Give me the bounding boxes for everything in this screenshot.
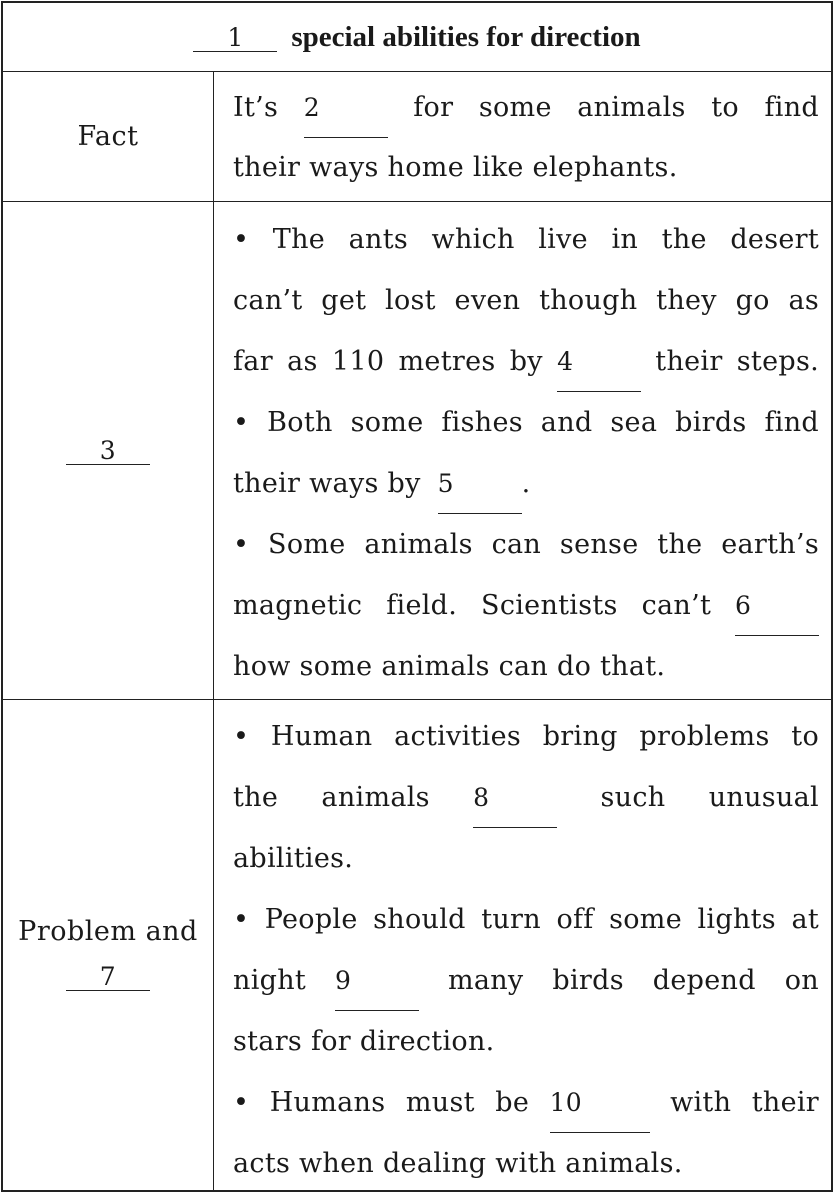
text-line: night 9 many birds depend on — [233, 950, 819, 1011]
blank-7[interactable]: 7 — [66, 962, 150, 991]
text-line: abilities. — [233, 843, 354, 874]
text-line: stars for direction. — [233, 1026, 495, 1057]
blank-10[interactable]: 10 — [550, 1072, 650, 1133]
blank-1[interactable]: 1 — [193, 23, 277, 52]
text-line: acts when dealing with animals. — [233, 1148, 683, 1179]
title-text: special abilities for direction — [291, 21, 641, 53]
text-line: • Both some fishes and sea birds find — [233, 407, 819, 438]
examples-label-cell — [3, 202, 213, 699]
blank-5[interactable]: 5 — [438, 453, 522, 514]
text-line: It’s 2 for some animals to find — [233, 78, 819, 138]
column-divider — [213, 72, 214, 1192]
examples-content — [233, 209, 819, 697]
text-line: can’t get lost even though they go as — [233, 285, 819, 316]
blank-8[interactable]: 8 — [473, 767, 557, 828]
problems-label: Problem and — [18, 916, 198, 947]
text-line: • The ants which live in the desert — [233, 224, 819, 255]
text-line: • Some animals can sense the earth’s — [233, 529, 819, 560]
blank-3[interactable]: 3 — [66, 436, 150, 465]
text-line: the animals 8 such unusual — [233, 767, 819, 828]
blank-2[interactable]: 2 — [304, 78, 388, 138]
table-title — [3, 3, 831, 72]
fact-label: Fact — [77, 121, 139, 152]
text-line: how some animals can do that. — [233, 651, 666, 682]
text-line: • People should turn off some lights at — [233, 904, 819, 935]
fact-content — [233, 78, 819, 198]
text-line: magnetic field. Scientists can’t 6 — [233, 575, 819, 636]
blank-4[interactable]: 4 — [557, 331, 641, 392]
fact-label-cell — [3, 72, 213, 201]
text-line: far as 110 metres by 4 their steps. — [233, 331, 819, 392]
text-line: • Human activities bring problems to — [233, 721, 819, 752]
text-line: their ways by 5 . — [233, 453, 819, 514]
blank-9[interactable]: 9 — [335, 950, 419, 1011]
text-line: • Humans must be 10 with their — [233, 1072, 819, 1133]
problems-content — [233, 706, 819, 1194]
blank-6[interactable]: 6 — [735, 575, 819, 636]
worksheet-table — [1, 1, 833, 1192]
problems-label-cell — [3, 700, 213, 1192]
text-line: their ways home like elephants. — [233, 152, 678, 183]
